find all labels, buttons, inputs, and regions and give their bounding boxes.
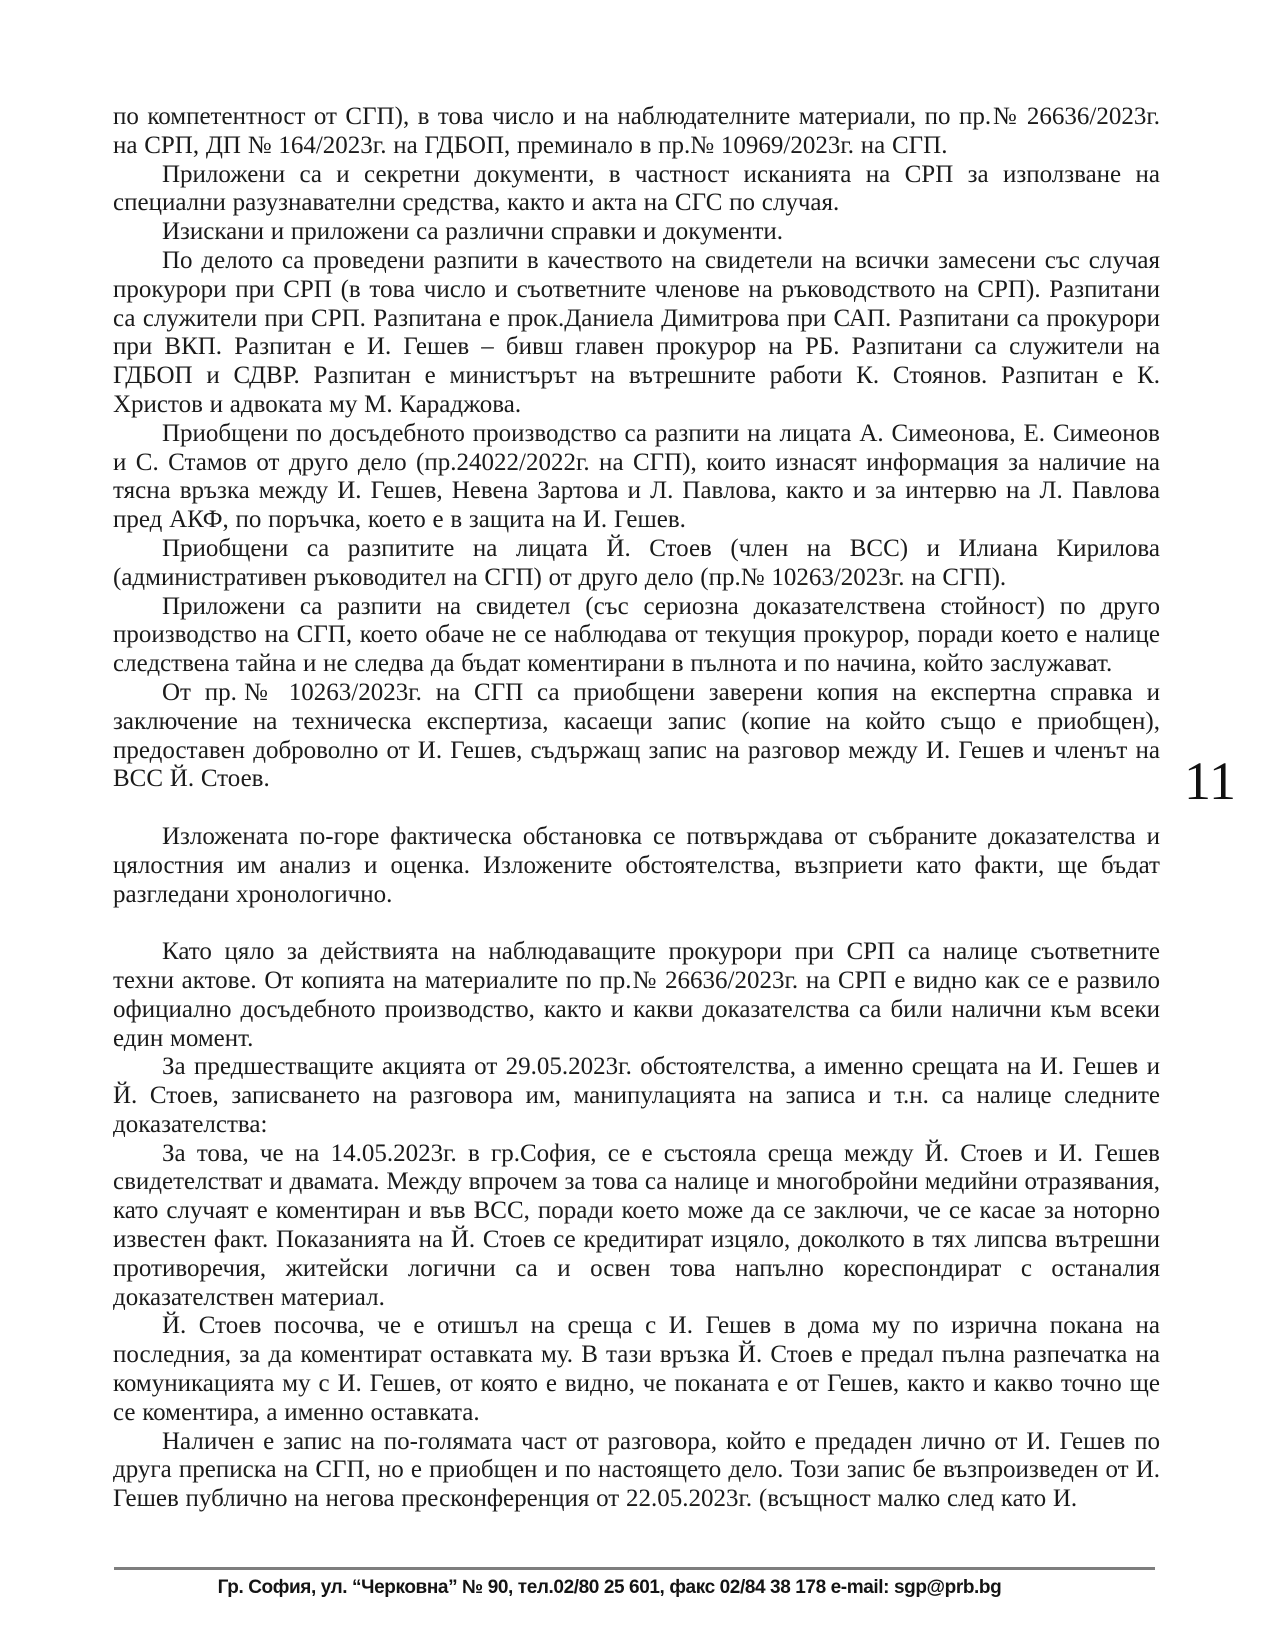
paragraph: За това, че на 14.05.2023г. в гр.София, се е състояла среща между Й. Стоев и И. Гешев свидетелстват и двамата. Между впрочем за това са налице и многобройни медийни отразявания, като случаят е коментиран и във ВСС, поради което може да се заключи, че се касае за ноторно известен факт. Показанията на Й. Стоев се кредитират изцяло, доколкото в тях липсва вътрешни противоречия, житейски логични са и освен това напълно кореспондират с останалия доказателствен материал. <box>113 1139 1160 1311</box>
page-body <box>113 103 1160 1514</box>
paragraph: Изискани и приложени са различни справки и документи. <box>162 218 784 246</box>
paragraph: Й. Стоев посочва, че е отишъл на среща с И. Гешев в дома му по изрична покана на последния, за да коментират оставката му. В тази връзка Й. Стоев е предал пълна разпечатка на комуникацията му с И. Гешев, от която е видно, че поканата е от Гешев, както и какво точно ще се коментира, а именно оставката. <box>113 1312 1160 1426</box>
paragraph: От пр.№ 10263/2023г. на СГП са приобщени заверени копия на експертна справка и заключение на техническа експертиза, касаещи запис (копие на който също е приобщен), предоставен доброволно от И. Гешев, съдържащ запис на разговор между И. Гешев и членът на ВСС Й. Стоев. <box>113 678 1160 793</box>
paragraph: Приобщени са разпитите на лицата Й. Стоев (член на ВСС) и Илиана Кирилова (административен ръководител на СГП) от друго дело (пр.№ 10263/2023г. на СГП). <box>113 534 1160 591</box>
paragraph: За предшестващите акцията от 29.05.2023г. обстоятелства, а именно срещата на И. Гешев и Й. Стоев, записването на разговора им, манипулацията на записа и т.н. са налице следните доказателства: <box>113 1053 1160 1138</box>
paragraph: По делото са проведени разпити в качеството на свидетели на всички замесени със случая прокурори при СРП (в това число и съответните членове на ръководството на СРП). Разпитани са служители при СРП. Разпитана е прок.Даниела Димитрова при САП. Разпитани са прокурори при ВКП. Разпитан е И. Гешев – бивш главен прокурор на РБ. Разпитани са служители на ГДБОП и СДВР. Разпитан е министърът на вътрешните работи К. Стоянов. Разпитан е К. Христов и адвоката му М. Караджова. <box>113 246 1160 418</box>
footer-address: Гр. София, ул. “Черковна” № 90, тел.02/80 25 601, факс 02/84 38 178 e-mail: sgp@prb.bg <box>217 1577 1002 1598</box>
paragraph: Приобщени по досъдебното производство са разпити на лицата А. Симеонова, Е. Симеонов и С. Стамов от друго дело (пр.24022/2022г. на СГП), които изнасят информация за наличие на тясна връзка между И. Гешев, Невена Зартова и Л. Павлова, както и за интервю на Л. Павлова пред АКФ, по поръчка, което е в защита на И. Гешев. <box>113 419 1160 534</box>
paragraph: Изложената по-горе фактическа обстановка се потвърждава от събраните доказателства и цялостния им анализ и оценка. Изложените обстоятелства, възприети като факти, ще бъдат разгледани хронологично. <box>113 822 1160 908</box>
page-number: 11 <box>1184 751 1236 811</box>
paragraph: Като цяло за действията на наблюдаващите прокурори при СРП са налице съответните техни актове. От копията на материалите по пр.№ 26636/2023г. на СРП е видно как се е развило официално досъдебното производство, както и какви доказателства са били налични към всеки един момент. <box>113 938 1160 1052</box>
paragraph: Наличен е запис на по-голямата част от разговора, който е предаден лично от И. Гешев по друга преписка на СГП, но е приобщен и по настоящето дело. Този запис бе възпроизведен от И. Гешев публично на негова пресконференция от 22.05.2023г. (всъщност малко след като И. <box>113 1427 1160 1513</box>
page-footer <box>114 1567 1155 1599</box>
footer-divider <box>114 1567 1155 1570</box>
paragraph: Приложени са разпити на свидетел (със сериозна доказателствена стойност) по друго производство на СГП, което обаче не се наблюдава от текущия прокурор, поради което е налице следствена тайна и не следва да бъдат коментирани в пълнота и по начина, който заслужават. <box>113 592 1160 678</box>
paragraph-continuation: по компетентност от СГП), в това число и на наблюдателните материали, по пр.№ 26636/2023г. на СРП, ДП № 164/2023г. на ГДБОП, преминало в пр.№ 10969/2023г. на СГП. <box>113 103 1160 159</box>
paragraph: Приложени са и секретни документи, в частност исканията на СРП за използване на специални разузнавателни средства, както и акта на СГС по случая. <box>113 160 1160 217</box>
